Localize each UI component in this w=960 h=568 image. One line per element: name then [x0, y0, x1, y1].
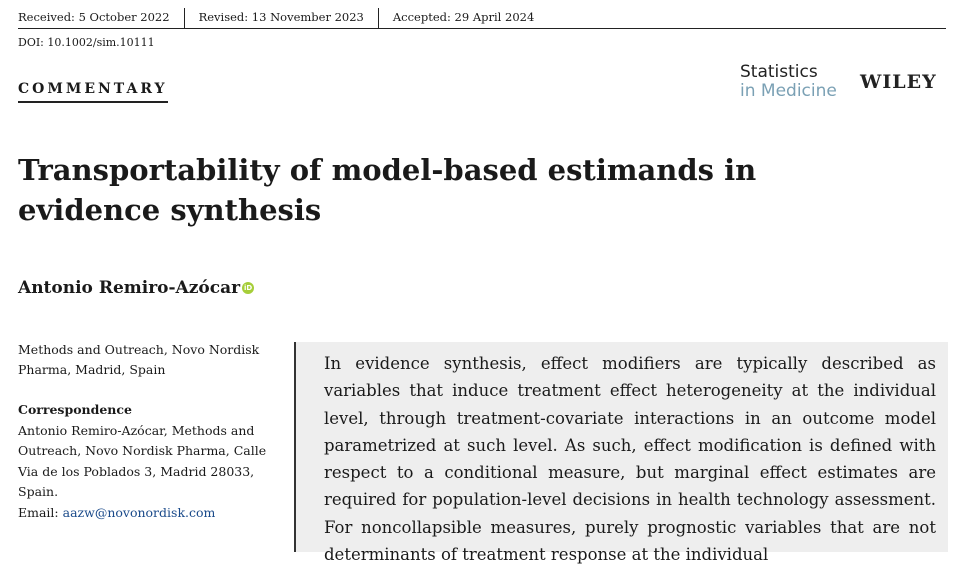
- article-title: Transportability of model-based estimands in evidence synthesis: [18, 153, 757, 227]
- correspondence: [18, 400, 278, 523]
- revised-date: Revised: 13 November 2023: [185, 8, 379, 28]
- correspondence-heading: Correspondence: [18, 402, 132, 417]
- abstract-text: In evidence synthesis, effect modifiers are typically described as variables that induce treatment effect heterogeneity at the individual level, through treatment-covariate interactions in an outcome model parametrized at such level. As such, effect modification is defined with respect to a conditional measure, but marginal effect estimates are required for population-level decisions in health technology assessment. For noncollapsible measures, purely prognostic variables that are not determinants of treatment response at the individual: [324, 354, 936, 565]
- doi[interactable]: DOI: 10.1002/sim.10111: [18, 36, 155, 49]
- journal-logo[interactable]: [740, 63, 837, 101]
- email-link[interactable]: aazw@novonordisk.com: [62, 504, 216, 520]
- article-type-label: COMMENTARY: [18, 81, 168, 103]
- publisher-logo[interactable]: WILEY: [860, 71, 937, 93]
- affiliation: Methods and Outreach, Novo Nordisk Pharma, Madrid, Spain: [18, 342, 260, 377]
- email-label: Email:: [18, 504, 59, 520]
- received-date: Received: 5 October 2022: [18, 8, 185, 28]
- author-line: [18, 278, 254, 298]
- article-dates-bar: [18, 8, 946, 29]
- orcid-icon[interactable]: iD: [243, 284, 253, 292]
- journal-name-line2: in Medicine: [740, 81, 837, 101]
- author-name: Antonio Remiro-Azócar: [18, 278, 241, 298]
- correspondence-email: [18, 503, 278, 524]
- accepted-date: Accepted: 29 April 2024: [392, 10, 535, 24]
- abstract-box: [294, 342, 948, 565]
- correspondence-address: Antonio Remiro-Azócar, Methods and Outreach, Novo Nordisk Pharma, Calle Via de los Poblados 3, Madrid 28033, Spain.: [18, 422, 267, 499]
- journal-name-line1: Statistics: [740, 62, 818, 82]
